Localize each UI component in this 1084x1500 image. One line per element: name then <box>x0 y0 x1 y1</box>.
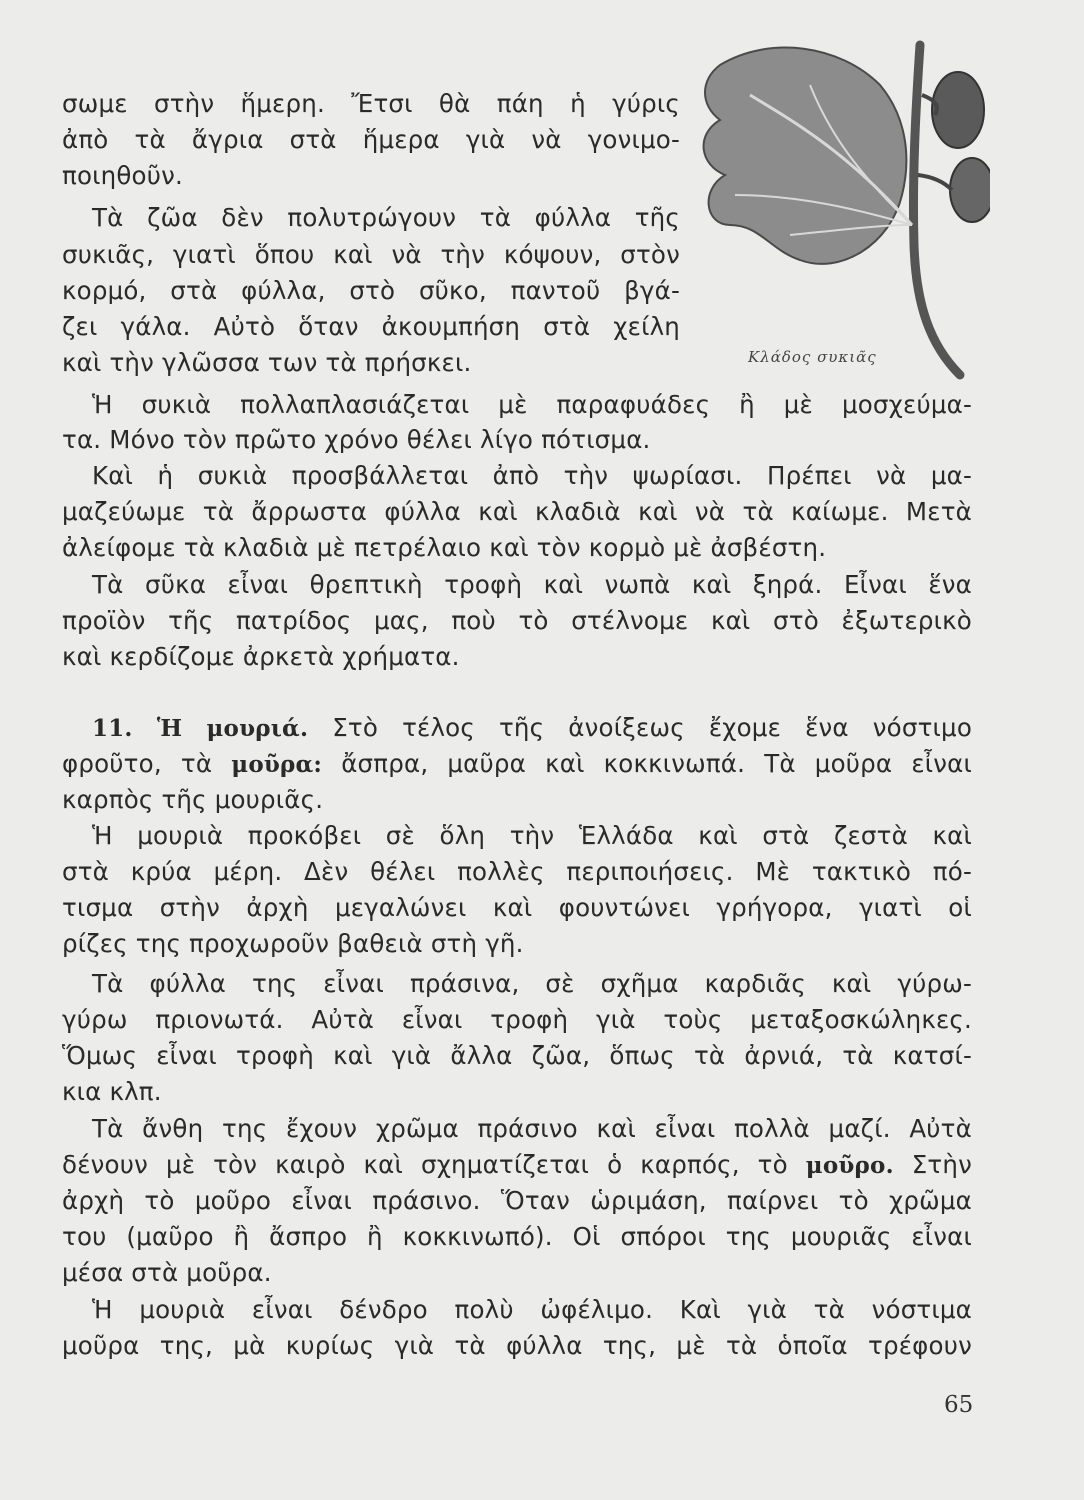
text-line: μέσα στὰ μοῦρα. <box>62 1258 272 1287</box>
text-line: σωμε στὴν ἥμερη. Ἔτσι θὰ πάη ἡ γύρις <box>62 89 680 118</box>
text-line: του (μαῦρο ἢ ἄσπρο ἢ κοκκινωπό). Οἱ σπόροι της μουριᾶς εἶναι <box>62 1222 972 1251</box>
text-line: τισμα στὴν ἀρχὴ μεγαλώνει καὶ φουντώνει γρήγορα, γιατὶ οἱ <box>62 893 972 922</box>
text-line: στὰ κρύα μέρη. Δὲν θέλει πολλὲς περιποιήσεις. Μὲ τακτικὸ πό- <box>62 857 972 886</box>
text-line: ζει γάλα. Αὐτὸ ὅταν ἀκουμπήση στὰ χείλη <box>62 312 680 341</box>
text-line: Ἡ μουριὰ προκόβει σὲ ὅλη τὴν Ἑλλάδα καὶ στὰ ζεστὰ καὶ <box>92 821 972 850</box>
text-line: Τὰ φύλλα της εἶναι πράσινα, σὲ σχῆμα καρδιᾶς καὶ γύρω- <box>92 969 972 998</box>
text-line: ρίζες της προχωροῦν βαθειὰ στὴ γῆ. <box>62 929 524 958</box>
figure-caption: Κλάδος συκιᾶς <box>748 348 877 366</box>
bold-term: μοῦρο. <box>805 1152 894 1179</box>
section-heading: 11. Ἡ μουριά. <box>92 715 309 742</box>
text-line: δένουν μὲ τὸν καιρὸ καὶ σχηματίζεται ὁ καρπός, τὸ μοῦρο. Στὴν <box>62 1150 972 1179</box>
text-line: κορμό, στὰ φύλλα, στὸ σῦκο, παντοῦ βγά- <box>62 276 680 305</box>
text-line: ἀλείφομε τὰ κλαδιὰ μὲ πετρέλαιο καὶ τὸν κορμὸ μὲ ἀσβέστη. <box>62 533 827 562</box>
text-line: συκιᾶς, γιατὶ ὅπου καὶ νὰ τὴν κόψουν, στὸν <box>62 240 680 269</box>
text-line: καὶ κερδίζομε ἀρκετὰ χρήματα. <box>62 642 460 671</box>
text-line: γύρω πριονωτά. Αὐτὰ εἶναι τροφὴ γιὰ τοὺς μεταξοσκώληκες. <box>62 1005 972 1034</box>
text-line: μοῦρα της, μὰ κυρίως γιὰ τὰ φύλλα της, μὲ τὰ ὁποῖα τρέφουν <box>62 1331 972 1360</box>
text-line: κια κλπ. <box>62 1077 162 1106</box>
bold-term: μοῦρα: <box>231 751 323 778</box>
text-line: ἀρχὴ τὸ μοῦρο εἶναι πράσινο. Ὅταν ὡριμάση, παίρνει τὸ χρῶμα <box>62 1186 972 1215</box>
text-line: Ὅμως εἶναι τροφὴ καὶ γιὰ ἄλλα ζῶα, ὅπως τὰ ἀρνιά, τὰ κατσί- <box>62 1041 972 1070</box>
text-line: φροῦτο, τὰ μοῦρα: ἄσπρα, μαῦρα καὶ κοκκινωπά. Τὰ μοῦρα εἶναι <box>62 749 972 778</box>
text-line: Ἡ συκιὰ πολλαπλασιάζεται μὲ παραφυάδες ἢ μὲ μοσχεύμα- <box>92 390 972 419</box>
text-line: Ἡ μουριὰ εἶναι δένδρο πολὺ ὠφέλιμο. Καὶ γιὰ τὰ νόστιμα <box>92 1295 972 1324</box>
text-line: ποιηθοῦν. <box>62 161 183 190</box>
text-line: τα. Μόνο τὸν πρῶτο χρόνο θέλει λίγο πότισμα. <box>62 425 651 454</box>
page-number: 65 <box>944 1392 974 1418</box>
text-line: Τὰ σῦκα εἶναι θρεπτικὴ τροφὴ καὶ νωπὰ καὶ ξηρά. Εἶναι ἕνα <box>92 570 972 599</box>
text-line: Τὰ ἄνθη της ἔχουν χρῶμα πράσινο καὶ εἶναι πολλὰ μαζί. Αὐτὰ <box>92 1114 972 1143</box>
text-line: μαζεύωμε τὰ ἄρρωστα φύλλα καὶ κλαδιὰ καὶ νὰ τὰ καίωμε. Μετὰ <box>62 497 972 526</box>
text-line: Τὰ ζῶα δὲν πολυτρώγουν τὰ φύλλα τῆς <box>92 203 680 232</box>
section-heading-line: 11. Ἡ μουριά. Στὸ τέλος τῆς ἀνοίξεως ἔχομε ἕνα νόστιμο <box>92 713 973 742</box>
text-line: προϊὸν τῆς πατρίδος μας, ποὺ τὸ στέλνομε καὶ στὸ ἐξωτερικὸ <box>62 606 972 635</box>
text-line: ἀπὸ τὰ ἄγρια στὰ ἥμερα γιὰ νὰ γονιμο- <box>62 125 680 154</box>
text-line: καρπὸς τῆς μουριᾶς. <box>62 785 324 814</box>
fig-branch-illustration <box>690 25 990 385</box>
text-line: Καὶ ἡ συκιὰ προσβάλλεται ἀπὸ τὴν ψωρίασι. Πρέπει νὰ μα- <box>92 461 972 490</box>
text-line: καὶ τὴν γλῶσσα των τὰ πρήσκει. <box>62 348 472 377</box>
